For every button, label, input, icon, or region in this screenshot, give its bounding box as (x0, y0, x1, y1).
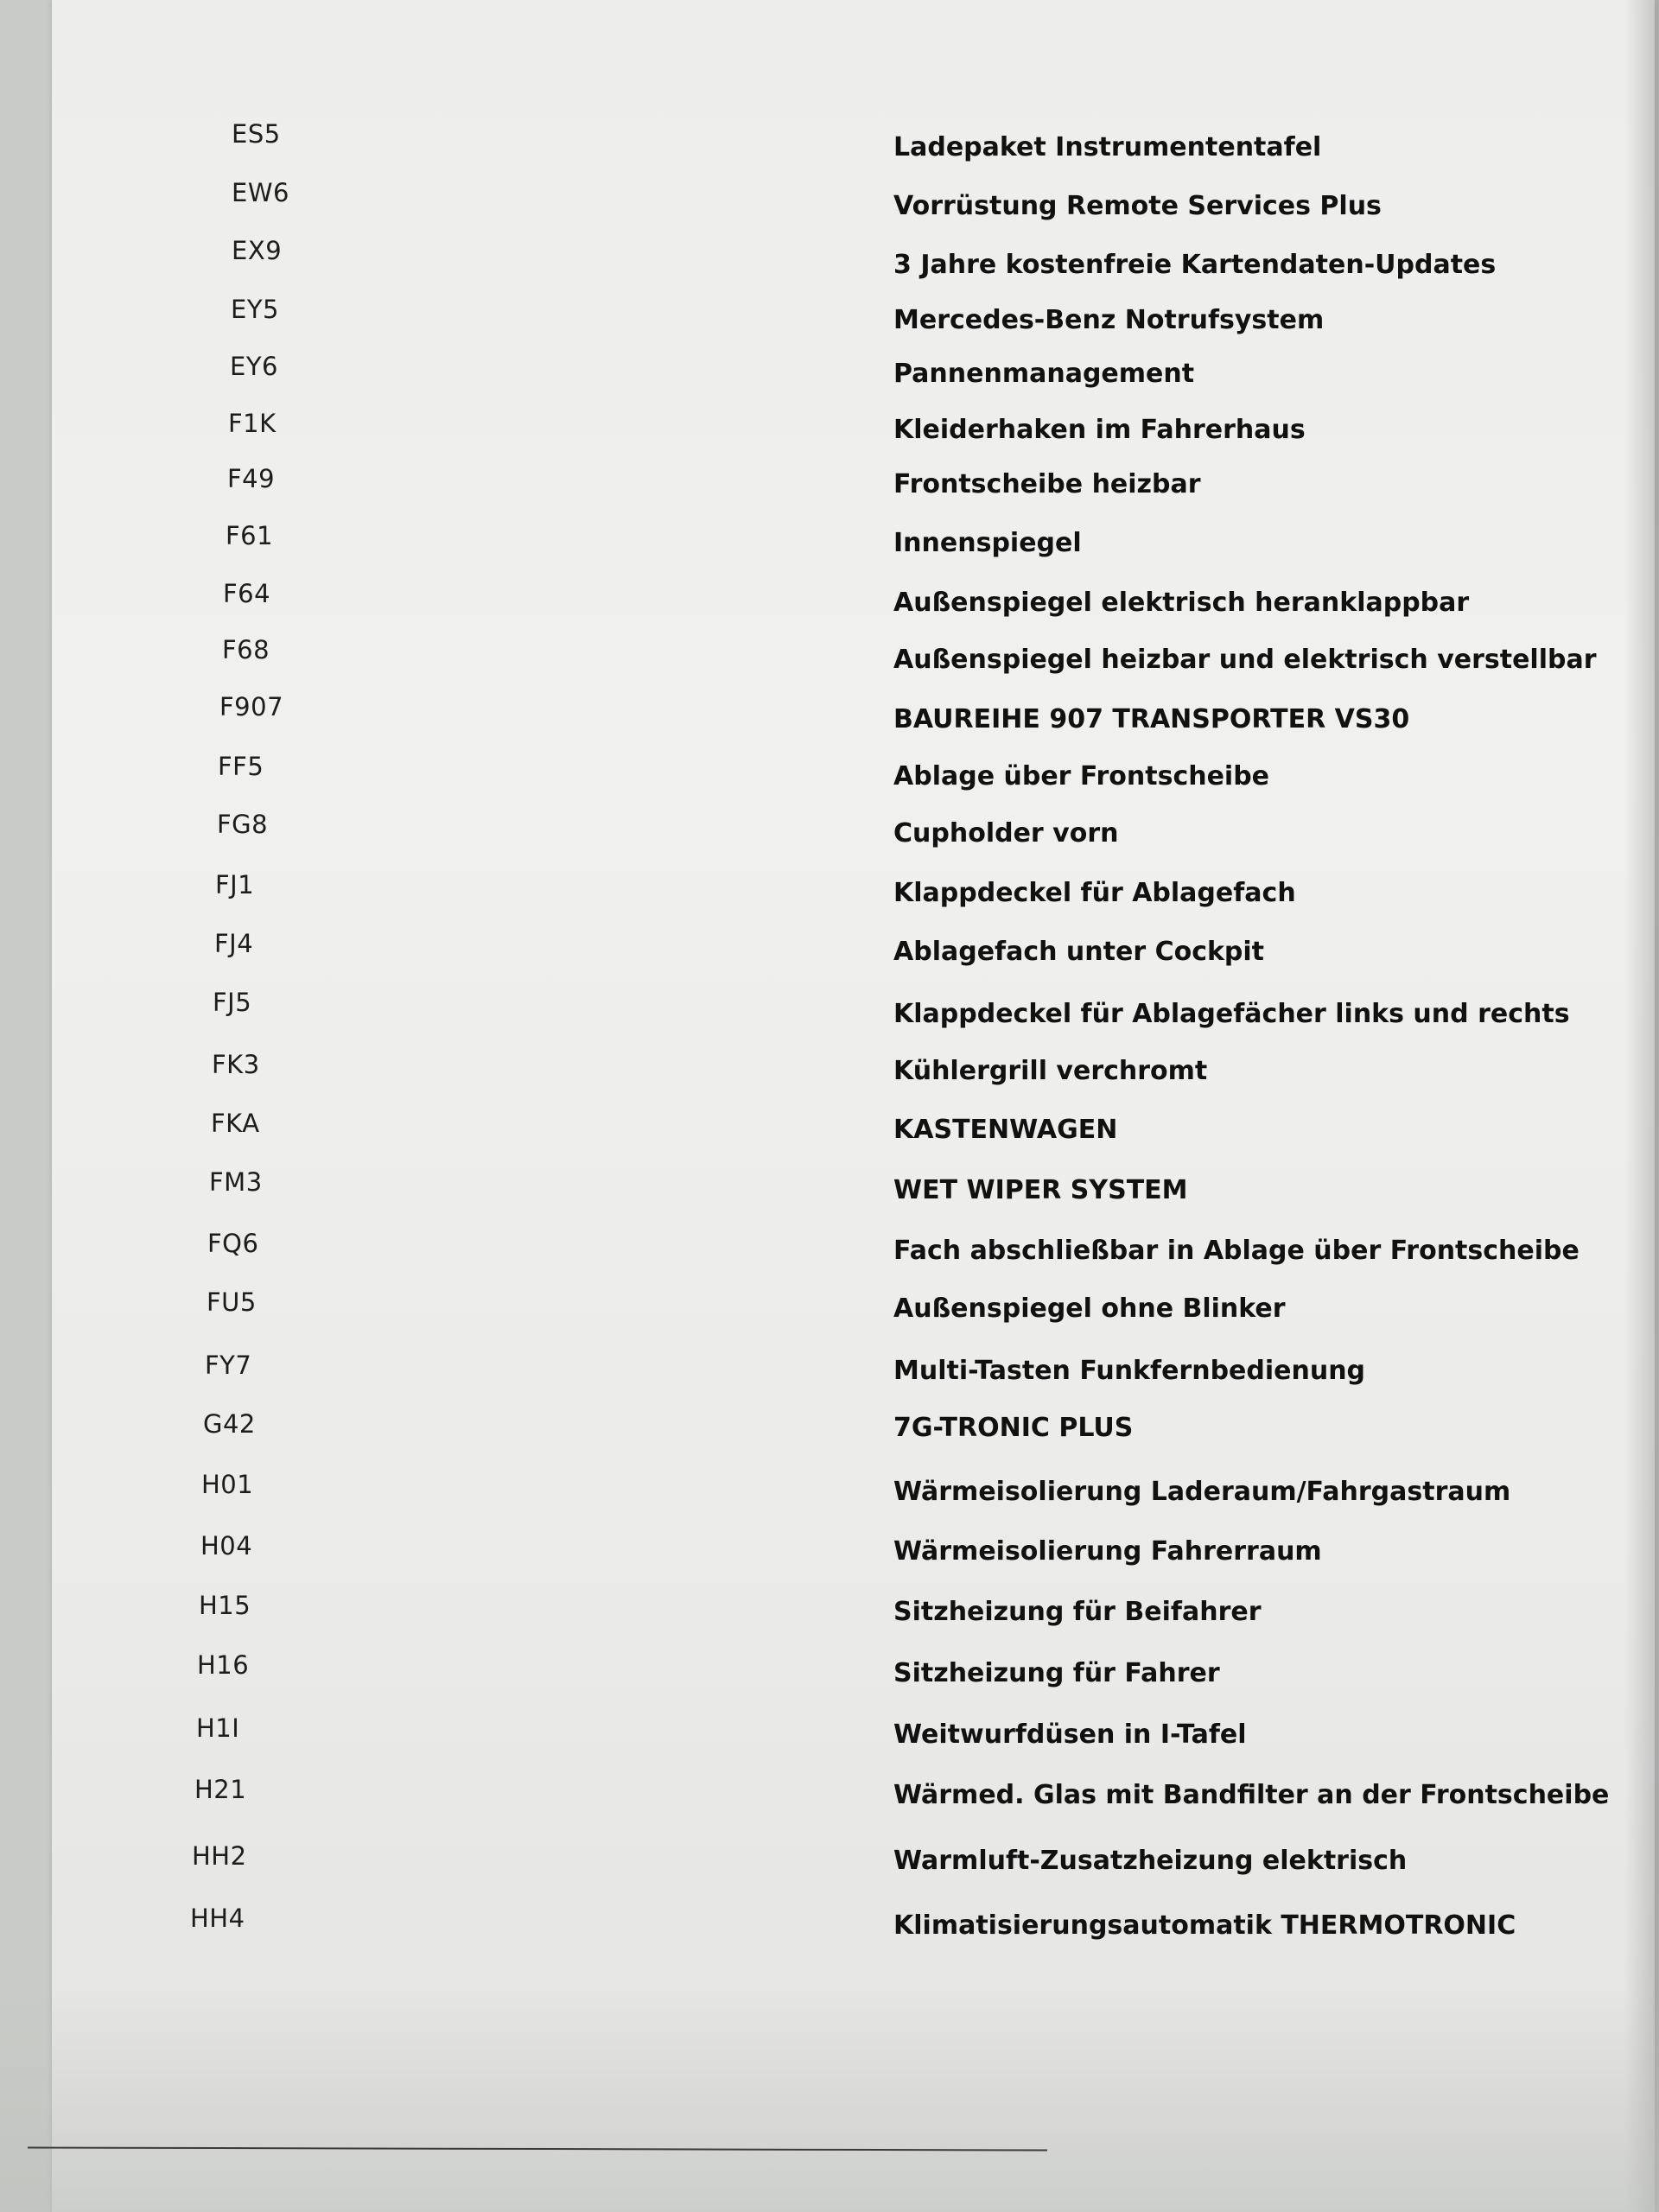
list-item (0, 1351, 1659, 1394)
option-code: F61 (226, 521, 274, 550)
option-description: Kühlergrill verchromt (893, 1056, 1208, 1086)
list-item (0, 810, 1659, 853)
option-code: EY6 (230, 352, 278, 381)
option-code: F68 (222, 635, 270, 664)
option-code: FQ6 (207, 1229, 259, 1258)
option-code: HH4 (190, 1904, 245, 1933)
option-description: Pannenmanagement (893, 359, 1195, 389)
option-description: Frontscheibe heizbar (893, 469, 1201, 499)
option-description: Außenspiegel elektrisch heranklappbar (893, 588, 1470, 618)
option-description: Sitzheizung für Beifahrer (893, 1597, 1262, 1627)
option-code: HH2 (192, 1841, 247, 1871)
option-code: FKA (211, 1109, 260, 1138)
list-item (0, 1713, 1659, 1757)
list-item (0, 752, 1659, 795)
option-code: FJ4 (214, 929, 254, 958)
option-code: FK3 (212, 1050, 260, 1079)
list-item (0, 1409, 1659, 1452)
option-code: EX9 (232, 236, 283, 265)
option-description: WET WIPER SYSTEM (893, 1175, 1188, 1205)
option-description: Wärmed. Glas mit Bandfilter an der Frontscheibe (893, 1780, 1610, 1810)
option-description: Wärmeisolierung Laderaum/Fahrgastraum (893, 1477, 1511, 1507)
list-item (0, 692, 1659, 735)
list-item (0, 521, 1659, 564)
list-item (0, 1904, 1659, 1947)
list-item (0, 1229, 1659, 1272)
option-code: H21 (194, 1775, 247, 1804)
option-code: F907 (219, 692, 284, 721)
list-item (0, 178, 1659, 221)
option-description: KASTENWAGEN (893, 1115, 1118, 1145)
list-item (0, 295, 1659, 338)
option-description: Klimatisierungsautomatik THERMOTRONIC (893, 1910, 1516, 1941)
option-description: Außenspiegel ohne Blinker (893, 1294, 1286, 1324)
option-code: EW6 (232, 178, 289, 207)
list-item (0, 1841, 1659, 1885)
list-item (0, 236, 1659, 279)
option-description: Ladepaket Instrumententafel (893, 132, 1322, 162)
list-item (0, 579, 1659, 622)
list-item (0, 464, 1659, 507)
option-description: Fach abschließbar in Ablage über Frontscheibe (893, 1236, 1580, 1266)
option-code: FM3 (209, 1167, 263, 1197)
bottom-shadow (0, 1987, 1659, 2212)
option-description: Ablagefach unter Cockpit (893, 937, 1265, 967)
option-description: BAUREIHE 907 TRANSPORTER VS30 (893, 704, 1410, 734)
option-code: FF5 (218, 752, 264, 781)
option-code: FG8 (217, 810, 269, 839)
option-code: H15 (199, 1591, 251, 1620)
option-code: ES5 (232, 119, 281, 149)
option-code: FJ5 (213, 988, 252, 1017)
option-code: F64 (223, 579, 271, 608)
list-item (0, 1167, 1659, 1211)
option-description: Cupholder vorn (893, 818, 1119, 849)
list-item (0, 1531, 1659, 1574)
option-code: FY7 (205, 1351, 252, 1380)
list-item (0, 352, 1659, 395)
option-description: 3 Jahre kostenfreie Kartendaten-Updates (893, 250, 1497, 280)
option-code: FJ1 (215, 870, 255, 899)
option-description: Außenspiegel heizbar und elektrisch verstellbar (893, 645, 1597, 675)
list-item (0, 119, 1659, 162)
option-description: Ablage über Frontscheibe (893, 761, 1270, 791)
option-description: Warmluft-Zusatzheizung elektrisch (893, 1846, 1408, 1876)
list-item (0, 1775, 1659, 1818)
option-description: Sitzheizung für Fahrer (893, 1658, 1220, 1688)
list-item (0, 929, 1659, 972)
list-item (0, 988, 1659, 1031)
list-item (0, 409, 1659, 452)
option-description: Multi-Tasten Funkfernbedienung (893, 1356, 1366, 1386)
list-item (0, 1591, 1659, 1634)
list-item (0, 1050, 1659, 1093)
option-code: H04 (200, 1531, 253, 1560)
option-description: Mercedes-Benz Notrufsystem (893, 305, 1325, 335)
option-code: H16 (197, 1650, 250, 1680)
option-code: FU5 (207, 1287, 257, 1317)
list-item (0, 1470, 1659, 1513)
option-description: 7G-TRONIC PLUS (893, 1413, 1134, 1443)
list-item (0, 1287, 1659, 1331)
option-description: Wärmeisolierung Fahrerraum (893, 1536, 1322, 1567)
option-description: Weitwurfdüsen in I-Tafel (893, 1719, 1247, 1750)
list-item (0, 1650, 1659, 1694)
option-code: G42 (203, 1409, 256, 1439)
option-description: Klappdeckel für Ablagefach (893, 878, 1296, 908)
list-item (0, 635, 1659, 678)
option-description: Vorrüstung Remote Services Plus (893, 191, 1382, 221)
option-description: Innenspiegel (893, 528, 1082, 558)
list-item (0, 870, 1659, 913)
option-description: Kleiderhaken im Fahrerhaus (893, 415, 1306, 445)
option-code: F49 (227, 464, 276, 493)
option-code: H01 (201, 1470, 254, 1499)
option-code: H1I (196, 1713, 240, 1743)
option-code: F1K (228, 409, 276, 438)
list-item (0, 1109, 1659, 1152)
option-description: Klappdeckel für Ablagefächer links und rechts (893, 999, 1570, 1029)
option-code: EY5 (231, 295, 279, 324)
